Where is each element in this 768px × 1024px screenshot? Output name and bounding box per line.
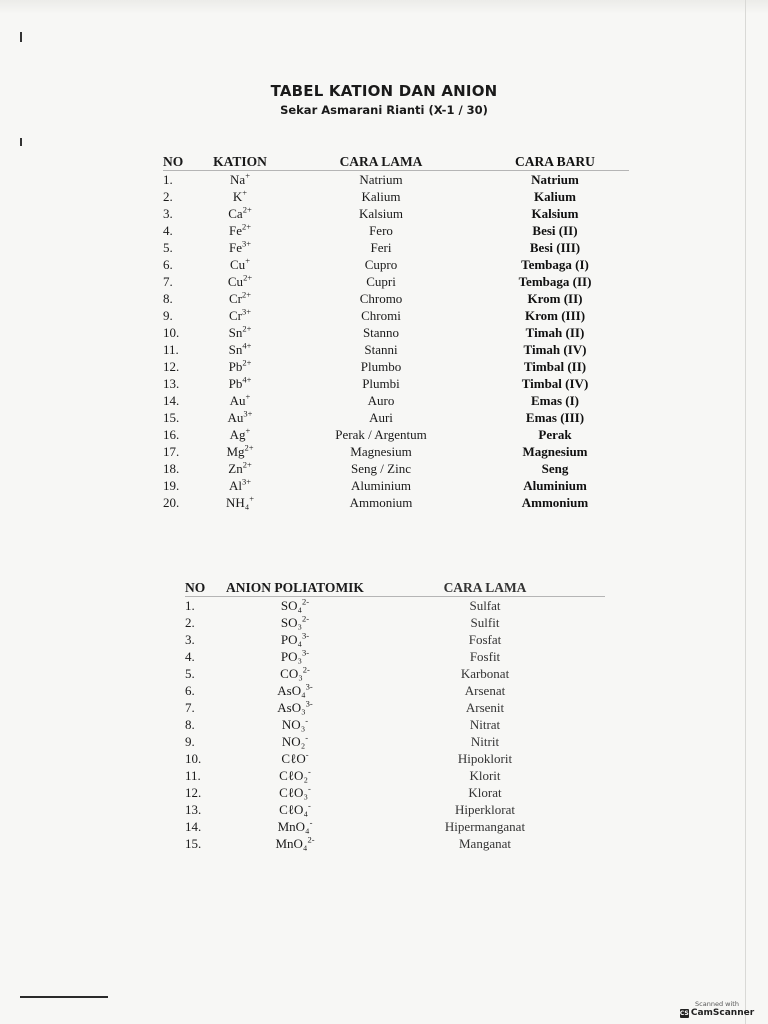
table-row: [163, 409, 629, 426]
cara-lama-name: Klorat: [468, 785, 502, 800]
row-number: 10.: [185, 751, 202, 766]
cara-lama-name: Fero: [369, 223, 393, 238]
cara-lama-name: Plumbi: [362, 376, 400, 391]
cara-baru-name: Kalium: [534, 189, 576, 204]
table-row: [163, 290, 629, 307]
cara-baru-name: Timah (IV): [523, 342, 587, 357]
kation-formula: [199, 188, 281, 205]
cara-lama-name: Aluminium: [351, 478, 411, 493]
ion-charge: 4+: [242, 374, 252, 385]
cara-baru-name: Perak: [538, 427, 572, 442]
ion-symbol: NH₄: [225, 495, 250, 510]
ion-symbol: MnO₄: [275, 836, 308, 851]
ion-charge: -: [307, 766, 311, 777]
ion-symbol: Au: [227, 410, 244, 425]
row-number: 7.: [163, 274, 173, 289]
row-number: 20.: [163, 495, 180, 510]
cara-baru-name: Emas (I): [530, 393, 580, 408]
ion-symbol: AsO₄: [277, 683, 306, 698]
kation-formula: [199, 426, 281, 443]
cara-lama-name: Plumbo: [360, 359, 402, 374]
cara-lama-name: Stanno: [362, 325, 400, 340]
table-row: [185, 767, 605, 784]
table-row: [163, 460, 629, 477]
cara-lama-name: Chromo: [359, 291, 403, 306]
anion-formula: [225, 733, 365, 750]
ion-symbol: Sn: [228, 325, 243, 340]
cara-lama-name: Cupri: [366, 274, 396, 289]
cara-lama-name: Nitrat: [469, 717, 501, 732]
anion-formula: [225, 682, 365, 699]
kation-table-body: [163, 171, 629, 512]
kation-formula: [199, 392, 281, 409]
table-row: [163, 324, 629, 341]
anion-table: [185, 579, 605, 852]
ion-symbol: Ag: [229, 427, 246, 442]
ion-charge: 3+: [243, 408, 253, 419]
table-row: [163, 273, 629, 290]
ion-symbol: NO₂: [281, 734, 306, 749]
kation-formula: [199, 256, 281, 273]
kation-formula: [199, 341, 281, 358]
ion-charge: 2+: [243, 272, 253, 283]
ion-charge: 3+: [241, 306, 252, 317]
cara-lama-name: Chromi: [361, 308, 401, 323]
table-row: [185, 818, 605, 835]
ion-symbol: Cr: [228, 291, 242, 306]
row-number: 10.: [163, 325, 180, 340]
ion-charge: -: [305, 715, 309, 726]
kation-formula: [199, 171, 281, 189]
cara-baru-name: Besi (III): [529, 240, 581, 255]
row-number: 4.: [163, 223, 173, 238]
ion-symbol: NO₃: [281, 717, 306, 732]
cara-lama-name: Magnesium: [350, 444, 412, 459]
ion-charge: 2+: [241, 289, 252, 300]
kation-table: [163, 153, 629, 511]
ion-symbol: Cu: [227, 274, 244, 289]
cara-lama-name: Kalsium: [358, 206, 404, 221]
cara-baru-name: Emas (III): [525, 410, 585, 425]
document-title: TABEL KATION DAN ANION: [270, 82, 498, 100]
cara-baru-name: Timbal (IV): [521, 376, 589, 391]
bottom-margin-line: [20, 996, 108, 998]
anion-formula: [225, 614, 365, 631]
camscanner-watermark: [676, 1000, 758, 1018]
kation-formula: [199, 222, 281, 239]
anion-formula: [225, 784, 365, 801]
row-number: 2.: [185, 615, 195, 630]
ion-charge: +: [245, 255, 250, 266]
cara-lama-name: Natrium: [359, 172, 403, 187]
row-number: 4.: [185, 649, 195, 664]
table-row: [185, 665, 605, 682]
kation-formula: [199, 307, 281, 324]
cara-baru-name: Besi (II): [532, 223, 578, 238]
table-row: [185, 699, 605, 716]
row-number: 13.: [185, 802, 202, 817]
anion-table-body: [185, 597, 605, 853]
table-row: [163, 358, 629, 375]
table-row: [163, 307, 629, 324]
ion-symbol: Au: [229, 393, 246, 408]
ion-symbol: Cu: [230, 257, 246, 272]
table-row: [185, 648, 605, 665]
cara-lama-name: Kalium: [361, 189, 401, 204]
table-row: [163, 341, 629, 358]
ion-charge: -: [307, 783, 311, 794]
anion-formula: [225, 835, 365, 852]
margin-mark: [20, 32, 22, 42]
ion-charge: 2-: [302, 664, 310, 675]
ion-charge: 2-: [302, 613, 310, 624]
ion-charge: 3-: [302, 647, 310, 658]
cara-lama-name: Auri: [369, 410, 393, 425]
cara-lama-name: Stanni: [364, 342, 398, 357]
table-row: [185, 801, 605, 818]
row-number: 19.: [163, 478, 180, 493]
ion-symbol: MnO₄: [277, 819, 310, 834]
anion-formula: [225, 716, 365, 733]
kation-formula: [199, 409, 281, 426]
ion-charge: -: [307, 800, 311, 811]
ion-symbol: SO₄: [280, 598, 303, 613]
ion-symbol: CℓO₂: [279, 768, 308, 783]
ion-charge: 2+: [242, 459, 252, 470]
cara-lama-name: Hiperklorat: [455, 802, 515, 817]
kation-formula: [199, 324, 281, 341]
cara-lama-name: Klorit: [469, 768, 501, 783]
anion-formula: [225, 767, 365, 784]
ion-symbol: Sn: [228, 342, 243, 357]
row-number: 12.: [185, 785, 202, 800]
ion-charge: 2-: [307, 834, 315, 845]
row-number: 9.: [185, 734, 195, 749]
row-number: 5.: [185, 666, 195, 681]
table-row: [185, 682, 605, 699]
table-row: [185, 750, 605, 767]
table-row: [185, 733, 605, 750]
row-number: 13.: [163, 376, 180, 391]
cara-lama-name: Cupro: [364, 257, 398, 272]
table-row: [185, 614, 605, 631]
anion-formula: [225, 818, 365, 835]
ion-charge: -: [305, 732, 309, 743]
anion-formula: [225, 631, 365, 648]
cara-baru-name: Ammonium: [521, 495, 589, 510]
row-number: 5.: [163, 240, 173, 255]
cara-lama-name: Ammonium: [349, 495, 413, 510]
ion-symbol: Al: [228, 478, 242, 493]
cara-baru-name: Tembaga (I): [521, 257, 589, 272]
row-number: 8.: [185, 717, 195, 732]
ion-symbol: Fe: [228, 240, 242, 255]
cara-baru-name: Timbal (II): [523, 359, 587, 374]
ion-symbol: AsO₃: [277, 700, 306, 715]
header-no: NO: [185, 579, 225, 597]
ion-charge: 2-: [302, 596, 310, 607]
cara-baru-name: Kalsium: [531, 206, 579, 221]
row-number: 15.: [185, 836, 202, 851]
kation-formula: [199, 273, 281, 290]
cara-baru-name: Tembaga (II): [518, 274, 592, 289]
row-number: 6.: [163, 257, 173, 272]
row-number: 1.: [163, 172, 173, 187]
kation-formula: [199, 290, 281, 307]
row-number: 8.: [163, 291, 173, 306]
kation-formula: [199, 358, 281, 375]
ion-symbol: Pb: [228, 376, 243, 391]
kation-formula: [199, 205, 281, 222]
cara-baru-name: Krom (II): [527, 291, 583, 306]
header-cara-baru: CARA BARU: [481, 153, 629, 171]
row-number: 14.: [185, 819, 202, 834]
ion-symbol: Fe: [228, 223, 242, 238]
kation-formula: [199, 375, 281, 392]
row-number: 14.: [163, 393, 180, 408]
ion-charge: +: [249, 493, 255, 504]
table-row: [163, 205, 629, 222]
anion-formula: [225, 801, 365, 818]
ion-charge: +: [245, 425, 251, 436]
table-row: [163, 239, 629, 256]
kation-header-row: [163, 153, 629, 171]
table-row: [163, 171, 629, 189]
row-number: 1.: [185, 598, 195, 613]
row-number: 15.: [163, 410, 180, 425]
cara-lama-name: Arsenit: [465, 700, 505, 715]
cara-lama-name: Feri: [370, 240, 392, 255]
cara-baru-name: Krom (III): [524, 308, 586, 323]
ion-symbol: K: [232, 189, 243, 204]
anion-formula: [225, 648, 365, 665]
scan-top-shadow: [0, 0, 768, 14]
table-row: [185, 631, 605, 648]
row-number: 7.: [185, 700, 195, 715]
page-edge-line: [745, 0, 746, 1024]
cara-baru-name: Natrium: [531, 172, 579, 187]
anion-formula: [225, 597, 365, 615]
cara-baru-name: Aluminium: [523, 478, 587, 493]
kation-formula: [199, 494, 281, 511]
row-number: 16.: [163, 427, 180, 442]
document-subtitle: Sekar Asmarani Rianti (X-1 / 30): [280, 103, 488, 117]
row-number: 6.: [185, 683, 195, 698]
ion-symbol: Na: [230, 172, 246, 187]
anion-formula: [225, 665, 365, 682]
row-number: 17.: [163, 444, 180, 459]
kation-formula: [199, 477, 281, 494]
ion-symbol: Zn: [228, 461, 243, 476]
cara-lama-name: Fosfat: [468, 632, 502, 647]
cara-lama-name: Hipermanganat: [444, 819, 526, 834]
ion-charge: 2+: [242, 204, 252, 215]
table-row: [163, 392, 629, 409]
header-cara-lama: CARA LAMA: [281, 153, 481, 171]
ion-charge: +: [242, 187, 248, 198]
ion-charge: 4+: [242, 340, 252, 351]
row-number: 3.: [185, 632, 195, 647]
cara-lama-name: Fosfit: [469, 649, 501, 664]
ion-symbol: Pb: [228, 359, 243, 374]
cara-baru-name: Timah (II): [525, 325, 585, 340]
kation-formula: [199, 443, 281, 460]
cara-lama-name: Perak / Argentum: [335, 427, 427, 442]
table-row: [185, 597, 605, 615]
header-kation: KATION: [199, 153, 281, 171]
cara-lama-name: Auro: [367, 393, 395, 408]
table-row: [163, 222, 629, 239]
scanned-with-text: Scanned with: [695, 1000, 739, 1008]
ion-charge: 3-: [305, 681, 313, 692]
anion-formula: [225, 750, 365, 767]
ion-symbol: PO₃: [280, 649, 303, 664]
cara-lama-name: Sulfat: [469, 598, 501, 613]
ion-charge: 3-: [302, 630, 310, 641]
camscanner-brand-text: CamScanner: [690, 1008, 755, 1018]
anion-header-row: [185, 579, 605, 597]
table-row: [163, 494, 629, 511]
cara-lama-name: Hipoklorit: [457, 751, 513, 766]
table-row: [163, 477, 629, 494]
cara-lama-name: Arsenat: [464, 683, 506, 698]
ion-charge: +: [245, 391, 251, 402]
kation-formula: [199, 239, 281, 256]
ion-charge: 3-: [305, 698, 313, 709]
ion-charge: -: [309, 817, 313, 828]
ion-charge: -: [305, 749, 309, 760]
row-number: 2.: [163, 189, 173, 204]
ion-symbol: CℓO₄: [279, 802, 308, 817]
cara-baru-name: Magnesium: [522, 444, 588, 459]
table-row: [163, 375, 629, 392]
ion-symbol: CℓO: [281, 751, 306, 766]
cara-lama-name: Karbonat: [460, 666, 510, 681]
ion-symbol: PO₄: [280, 632, 303, 647]
ion-charge: 2+: [244, 442, 254, 453]
ion-charge: 2+: [241, 221, 252, 232]
ion-symbol: CO₃: [280, 666, 303, 681]
ion-symbol: Cr: [228, 308, 242, 323]
row-number: 11.: [185, 768, 201, 783]
row-number: 9.: [163, 308, 173, 323]
anion-formula: [225, 699, 365, 716]
cara-lama-name: Sulfit: [470, 615, 500, 630]
cara-lama-name: Manganat: [459, 836, 511, 851]
ion-charge: +: [245, 170, 250, 181]
cara-baru-name: Seng: [541, 461, 569, 476]
table-row: [163, 188, 629, 205]
row-number: 11.: [163, 342, 179, 357]
camscanner-brand: [676, 1008, 758, 1018]
kation-formula: [199, 460, 281, 477]
ion-symbol: CℓO₃: [279, 785, 308, 800]
header-cara-lama: CARA LAMA: [365, 579, 605, 597]
ion-charge: 3+: [241, 476, 252, 487]
cara-lama-name: Seng / Zinc: [351, 461, 411, 476]
table-row: [163, 256, 629, 273]
ion-symbol: SO₃: [280, 615, 303, 630]
ion-charge: 3+: [241, 238, 252, 249]
ion-charge: 2+: [242, 357, 252, 368]
table-row: [185, 716, 605, 733]
margin-mark: [20, 138, 22, 146]
table-row: [163, 443, 629, 460]
cara-lama-name: Nitrit: [470, 734, 500, 749]
row-number: 3.: [163, 206, 173, 221]
table-row: [185, 835, 605, 852]
row-number: 18.: [163, 461, 180, 476]
ion-symbol: Ca: [228, 206, 243, 221]
header-anion-poliatomik: ANION POLIATOMIK: [226, 579, 364, 595]
ion-symbol: Mg: [226, 444, 245, 459]
table-row: [163, 426, 629, 443]
row-number: 12.: [163, 359, 180, 374]
camscanner-logo-icon: CS: [679, 1009, 689, 1017]
table-row: [185, 784, 605, 801]
ion-charge: 2+: [242, 323, 252, 334]
header-no: NO: [163, 153, 199, 171]
